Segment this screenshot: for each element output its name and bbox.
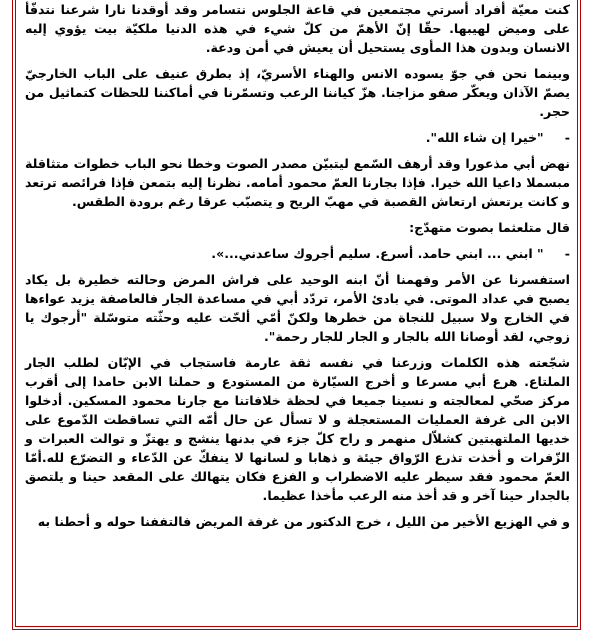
text-line: وبدون هذا المأوى يستحيل أن يعيش في أمن ودعة. — [205, 40, 519, 55]
text-line: و في الهزيع الأخير من الليل ، خرج الدكتور من غرفة المريض فالتففنا حوله و أحطنا به — [37, 514, 570, 529]
quote-1 — [25, 128, 570, 147]
story-text — [25, 0, 570, 531]
quote-dash: - — [564, 130, 570, 145]
quote-dash: - — [564, 246, 570, 261]
text-line: حجر. — [539, 104, 570, 119]
text-line: عواءها في الخارج ولا سبيل للنجاة من خطرها ولكنّ أمّي ألحّت عليه وحثّته متوسّلة — [25, 291, 570, 325]
text-line: يصمّ الآذان ويعكّر صفو مزاجنا. هزّ كياننا الرعب وتسمّرنا في أماكننا للحظات كتماثيل من — [25, 85, 570, 100]
paragraph-5 — [25, 270, 570, 346]
text-line: غرفة العمليات المستعجلة و لا تسأل عن حال أمّه التي تساقطت الدّموع على خديها — [25, 412, 570, 446]
text-line: هرع أبي مسرعا و أخرج السيّارة من المستودع و حملنا الابن حامدا إلى أقرب مركز صحّي — [25, 374, 571, 408]
text-line: ترتعد و كانت يرتعش ارتعاش القصبة في مهبّ الريح و يتصبّب عرقا رغم برودة الطقس. — [25, 175, 570, 209]
text-line: لمعالجته و نسينا جميعا في لحظة خلافاتنا مع جارنا محمود المسكين. أدخلوا الابن الى — [25, 393, 571, 427]
text-line: استفسرنا عن الأمر وفهمنا أنّ ابنه الوحيد على فراش المرض وحالته خطيرة بل يكاد — [25, 272, 570, 287]
quote-2 — [25, 244, 570, 263]
quote-text: " ابني ... ابني حامد. أسرع. سليم أجروك ساعدني...». — [211, 246, 544, 261]
text-line: الزّفرات و أخذت تذرع الرّواق جيئة و ذهابا و لسانها لا ينفكّ عن الدّعاء و التضرّع لله.أمّا — [25, 450, 570, 465]
quote-text: "خيرا إن شاء الله". — [425, 130, 544, 145]
text-line: العمّ محمود فقد سيطر عليه الاضطراب و الفزع فكان يتهالك على المقعد حينا و يلتصق — [25, 469, 570, 484]
paragraph-6 — [25, 353, 570, 505]
paragraph-2 — [25, 64, 570, 121]
paragraph-1 — [25, 0, 570, 57]
paragraph-3 — [25, 154, 570, 211]
paragraph-4 — [25, 218, 570, 237]
text-line: بالجدار حينا آخر و قد أخذ منه الرعب مأخذا عظيما. — [262, 488, 570, 503]
text-line: على وميض لهيبها. حقّا إنّ الأهمّ من كلّ شيء في هذه الدنيا ملكيّة بيت يؤوي إليه الانسان — [25, 21, 570, 55]
text-line: متثاقلة مبسملا داعيا الله خيرا. فإذا بجارنا العمّ محمود أمامه. نظرنا إليه بتمعن فإذا فرائصه — [25, 156, 570, 190]
text-line: الملتهبتين كشلاّل منهمر و راح كلّ جزء في بدنها ينشج و يهتزّ و توالت العبرات و — [25, 431, 531, 446]
text-line: نهض أبي مذعورا وقد أرهف السّمع ليتبيّن مصدر الصوت وخطا نحو الباب خطوات — [73, 156, 570, 171]
text-line: شجّعته هذه الكلمات وزرعنا في نفسه ثقة عارمة فاستجاب في الإبّان لطلب الجار الملتاع. — [25, 355, 571, 389]
text-line: كنت معيّة أفراد أسرتي مجتمعين في قاعة الجلوس نتسامر وقد أوقدنا نارا شرعنا نتدفّأ — [25, 2, 570, 17]
text-line: "أرجوك يا زوجي، لقد أوصانا الله بالجار و الجار للجار رحمة". — [25, 310, 570, 344]
text-line: وبينما نحن في جوّ يسوده الانس والهناء الأسريّ، إذ بطرق عنيف على الباب الخارجيّ — [25, 66, 570, 81]
paragraph-7 — [25, 512, 570, 531]
text-line: قال متلعثما بصوت متهدّج: — [409, 220, 570, 235]
text-line: يصبح في عداد الموتى. في بادئ الأمر، تردّد أبي في مساعدة الجار فالعاصفة يزيد — [70, 291, 570, 306]
